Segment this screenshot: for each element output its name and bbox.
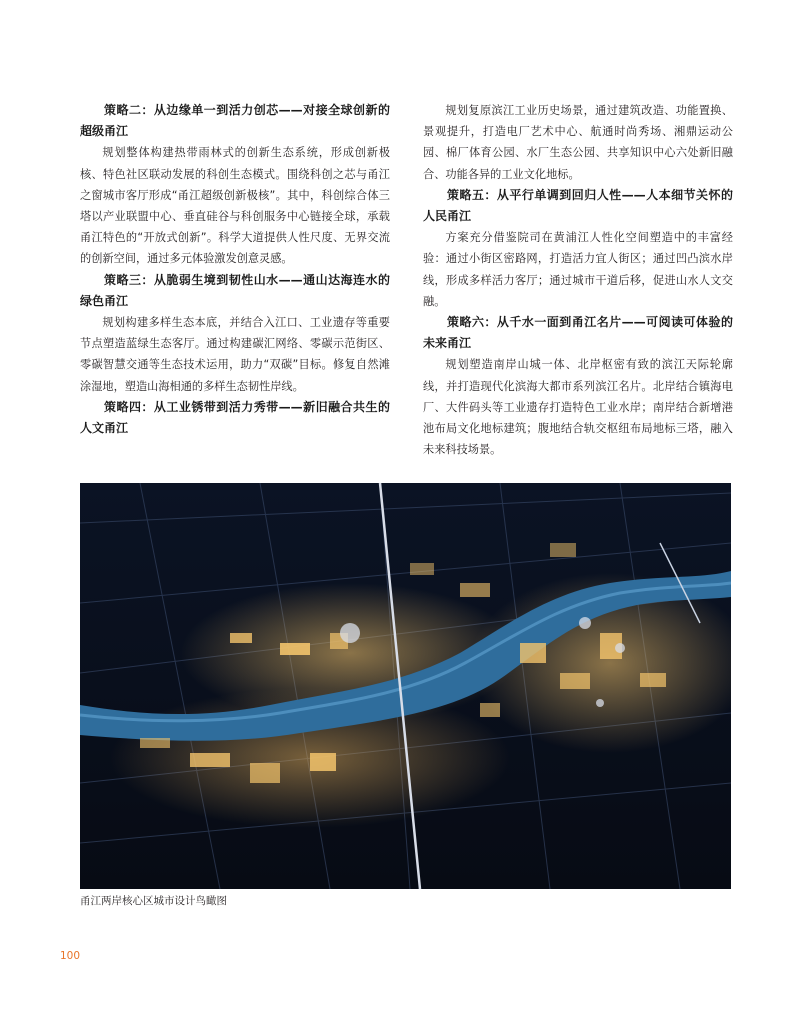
strategy-6-body: 规划塑造南岸山城一体、北岸枢密有致的滨江天际轮廓线，并打造现代化滨海大都市系列滨江名片。北岸结合镇海电厂、大件码头等工业遗存打造特色工业水岸；南岸结合新增港池布局文化地标建筑；腹地结合轨交枢纽布局地标三塔，融入未来科技场景。 bbox=[423, 358, 733, 457]
page-number: 100 bbox=[60, 950, 81, 962]
strategy-2-body: 规划整体构建热带雨林式的创新生态系统，形成创新极核、特色社区联动发展的科创生态模式。围绕科创之芯与甬江之窗城市客厅形成“甬江超级创新极核”。其中，科创综合体三塔以产业联盟中心、垂直硅谷与科创服务中心链接全球，承载甬江特色的“开放式创新”。科学大道提供人性尺度、无界交流的创新空间，通过多元体验激发创意灵感。 bbox=[80, 146, 390, 266]
aerial-city-illustration bbox=[80, 483, 731, 889]
figure-caption: 甬江两岸核心区城市设计鸟瞰图 bbox=[80, 895, 227, 907]
strategy-6-heading: 策略六：从千水一面到甬江名片——可阅读可体验的未来甬江 bbox=[423, 315, 733, 351]
strategy-2-heading: 策略二：从边缘单一到活力创芯——对接全球创新的超级甬江 bbox=[80, 103, 390, 139]
strategy-3-heading: 策略三：从脆弱生境到韧性山水——通山达海连水的绿色甬江 bbox=[80, 272, 390, 308]
strategy-3-body: 规划构建多样生态本底，并结合入江口、工业遗存等重要节点塑造蓝绿生态客厅。通过构建碳汇网络、零碳示范街区、零碳智慧交通等生态技术运用，助力“双碳”目标。修复自然滩涂湿地，塑造山海相通的多样生态韧性岸线。 bbox=[80, 316, 390, 393]
strategy-5-heading: 策略五：从平行单调到回归人性——人本细节关怀的人民甬江 bbox=[423, 187, 733, 224]
left-column bbox=[80, 100, 390, 439]
strategy-4-heading: 策略四：从工业锈带到活力秀带——新旧融合共生的人文甬江 bbox=[80, 399, 390, 436]
strategy-5-body: 方案充分借鉴院司在黄浦江人性化空间塑造中的丰富经验：通过小街区密路网，打造活力宜人街区；通过凹凸滨水岸线，形成多样活力客厅；通过城市干道后移，促进山水人文交融。 bbox=[423, 231, 733, 308]
strategy-4-body: 规划复原滨江工业历史场景，通过建筑改造、功能置换、景观提升，打造电厂艺术中心、航通时尚秀场、湘鼎运动公园、棉厂体育公园、水厂生态公园、共享知识中心六处新旧融合、功能各异的工业文化地标。 bbox=[423, 104, 733, 181]
right-column bbox=[423, 100, 733, 460]
aerial-night-rendering bbox=[80, 483, 731, 889]
